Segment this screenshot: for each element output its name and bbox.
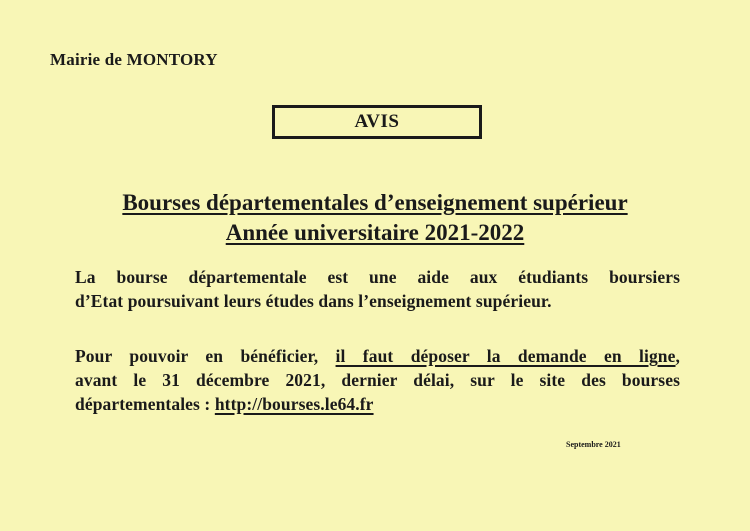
notice-title-line-2: Année universitaire 2021-2022 — [225, 220, 525, 245]
paragraph-description — [75, 265, 680, 313]
notice-label: AVIS — [354, 111, 400, 132]
notice-label-box — [272, 105, 482, 139]
instructions-emphasis: il faut déposer la demande en ligne — [335, 346, 676, 366]
issuer-name: Mairie de MONTORY — [50, 50, 218, 69]
paragraph-instructions — [75, 344, 680, 416]
notice-date: Septembre 2021 — [566, 440, 621, 449]
paragraph-description-line-1: La bourse départementale est une aide aux étudiants boursiers — [75, 267, 680, 287]
notice-title-line-1: Bourses départementales d’enseignement supérieur — [122, 190, 628, 215]
paragraph-description-line-2: d’Etat poursuivant leurs études dans l’enseignement supérieur. — [75, 291, 552, 311]
website-link[interactable]: http://bourses.le64.fr — [214, 394, 374, 414]
instructions-site-prefix: départementales : — [75, 394, 215, 414]
paragraph-instructions-line-1 — [75, 344, 680, 368]
instructions-comma: , — [675, 346, 680, 366]
instructions-prefix: Pour pouvoir en bénéficier, — [75, 346, 336, 366]
paragraph-instructions-line-3 — [75, 392, 680, 416]
paragraph-instructions-line-2: avant le 31 décembre 2021, dernier délai, sur le site des bourses — [75, 370, 680, 390]
